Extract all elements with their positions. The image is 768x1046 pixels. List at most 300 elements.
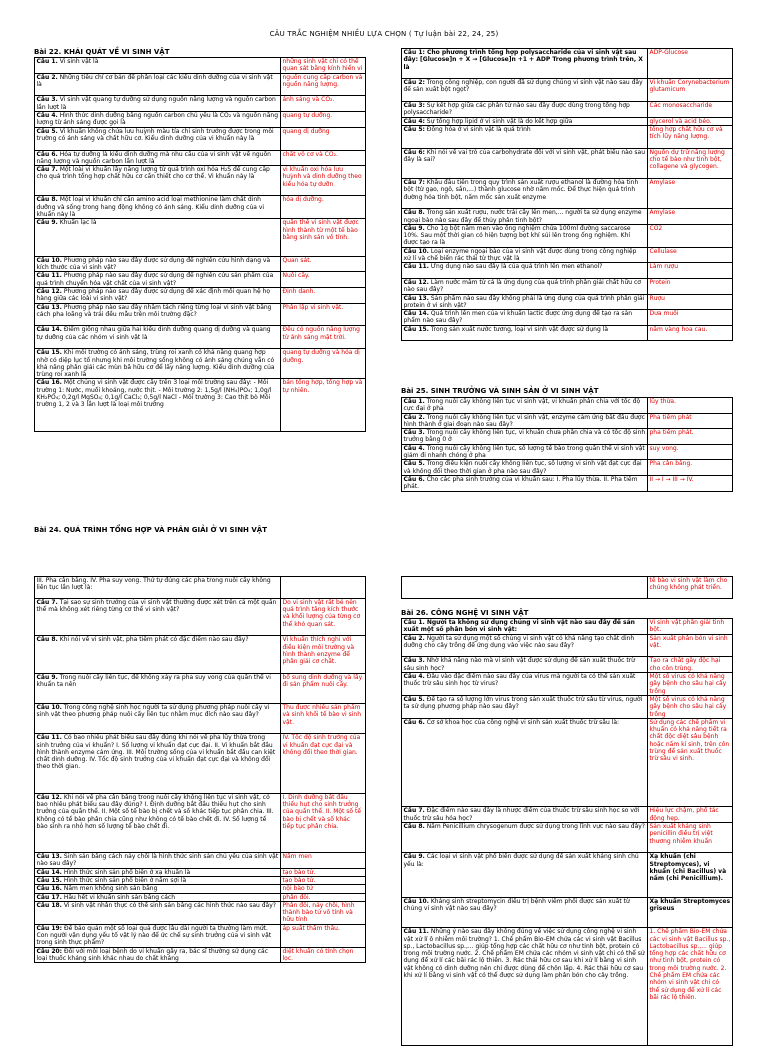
question-number: Câu 11.: [36, 734, 62, 742]
question-number: Câu 6.: [36, 150, 58, 158]
answer-cell: Vi khuẩn thích nghi với điều kiện môi trường và hình thành enzyme để phân giải cơ chất.: [281, 636, 366, 674]
question-cell: [35, 303, 281, 326]
answer-cell: Do vi sinh vật rất bé nên quá trình tăng kích thước và khối lượng của từng cơ thể khó quan sát.: [281, 598, 366, 636]
table-row: [35, 58, 366, 74]
question-text: Phương pháp nào sau đây được sử dụng để nghiên cứu hình dạng và kích thước của vi sinh vật?: [36, 256, 271, 272]
question-text: Sự kết hợp giữa các phân tử nào sau đây được dùng trong tổng hợp polysaccharide?: [403, 102, 630, 117]
answer-cell: quang tự dưỡng.: [281, 112, 366, 128]
question-text: Khi nói về pha cân bằng trong nuôi cấy không liên tục vi sinh vật, có bao nhiêu phát biểu sau đây đúng? I. Định dưỡng bắt đầu thiếu hụt cho sinh trưởng của quần thể. II. Một số tế bào bị chết và số khác tiếp tục phân chia. III. Không có tế bào phân chia cũng như không có tế bào chết đi. IV. Số lượng tế bào sinh ra nhỏ hơn số lượng tế bào chết đi.: [36, 793, 274, 830]
table-row: [35, 150, 366, 166]
question-text: Quá trình lên men của vi khuẩn lactic được ứng dụng để tạo ra sản phẩm nào sau đây?: [403, 310, 633, 325]
table-bai-22: [34, 57, 366, 432]
answer-cell: IV. Tốc độ sinh trưởng của vi khuẩn đạt cực đại và không đổi theo thời gian.: [281, 734, 366, 793]
question-number: Câu 5.: [403, 460, 425, 468]
question-cell: [402, 79, 648, 102]
question-number: Câu 20:: [36, 947, 63, 955]
question-cell: [35, 885, 281, 893]
question-cell: [35, 127, 281, 150]
answer-cell: Nguồn dự trữ năng lượng cho tế bào như tinh bột, collagene và glycogen.: [648, 148, 733, 178]
table-row: [402, 398, 733, 414]
table-row: [35, 379, 366, 431]
answer-cell: Dưa muối: [648, 310, 733, 326]
answer-cell: Các monosaccharide: [648, 102, 733, 118]
question-text: Phương pháp nào sau đây nhằm tách riêng từng loại vi sinh vật bằng cách pha loãng và trải đều mẫu trên môi trường đặc?: [36, 303, 272, 318]
answer-cell: Quan sát.: [281, 256, 366, 272]
table-row: [35, 326, 366, 349]
question-text: Trong sản xuất nước tương, loại vi sinh vật được sử dụng là: [428, 325, 609, 333]
question-text: Sản phẩm nào sau đây không phải là ứng dụng của quá trình phân giải protein ở vi sinh vật?: [403, 294, 645, 309]
table-row: [35, 947, 366, 963]
table-row: [402, 619, 733, 635]
table-row: [402, 310, 733, 326]
question-number: Câu 14.: [403, 310, 429, 318]
question-text: Trong điều kiện nuôi cấy không liên tục, số lượng vi sinh vật đạt cực đại và không đổi theo thời gian ở pha nào sau đây?: [403, 460, 642, 475]
answer-cell: vi khuẩn oxi hóa lưu huỳnh và dinh dưỡng theo kiểu hóa tự dưỡn: [281, 166, 366, 196]
question-text: Khuẩn lạc là: [57, 219, 97, 227]
question-number: Câu 1.: [36, 58, 58, 65]
answer-cell: Amylase: [648, 209, 733, 225]
answer-cell: tổng hợp chất hữu cơ và tích lũy năng lượng.: [648, 125, 733, 148]
question-cell: [402, 247, 648, 263]
question-cell: [35, 256, 281, 272]
table-row: [35, 793, 366, 852]
question-number: Câu 12.: [36, 287, 62, 295]
question-number: Câu 3:: [403, 102, 425, 110]
table-row: [35, 885, 366, 893]
question-cell: [35, 326, 281, 349]
question-text: Trong công nghệ sinh học người ta sử dụng phương pháp nuôi cấy vi sinh vật theo phương pháp nuôi cấy liên tục nhằm mục đích nào sau đây?: [36, 704, 270, 719]
table-row: [35, 636, 366, 674]
question-text: Điểm giống nhau giữa hai kiểu dinh dưỡng quang dị dưỡng và quang tự dưỡng của các nhóm vi sinh vật là: [36, 326, 271, 341]
question-number: Câu 9.: [36, 673, 58, 681]
question-cell: [35, 876, 281, 884]
question-text: Vi sinh vật quang tự dưỡng sử dụng nguồn năng lượng và nguồn carbon lần lượt là: [36, 96, 276, 111]
question-cell: [35, 598, 281, 636]
question-text: Tại sao sự sinh trưởng của vi sinh vật thường được xét trên cả một quần thể mà không xét riêng từng cơ thể vi sinh vật?: [36, 598, 277, 614]
question-number: Câu 3.: [403, 429, 425, 437]
answer-cell: tạo bào tử.: [281, 868, 366, 876]
question-cell: [402, 102, 648, 118]
question-cell: [402, 718, 648, 807]
question-cell: [402, 898, 648, 928]
table-row: [35, 704, 366, 734]
question-text: Để bảo quản một số loại quả được lâu dài người ta thường làm mứt. Con người vận dụng yếu tố vật lý nào để ức chế sự sinh trưởng của vi sinh vật trong sinh thực phẩm?: [36, 924, 272, 947]
answer-cell: Xạ khuẩn (chi Streptomyces), vi khuẩn (chi Bacillus) và nấm (chi Penicillium).: [648, 853, 733, 898]
answer-cell: hóa dị dưỡng.: [281, 196, 366, 219]
question-cell: [35, 58, 281, 74]
question-cell: [402, 179, 648, 209]
question-number: Câu 10.: [403, 247, 429, 255]
question-cell: [35, 901, 281, 924]
question-number: Câu 1:: [403, 49, 425, 56]
question-cell: [402, 619, 648, 635]
answer-cell: ADP-Glucose: [648, 49, 733, 79]
section-title-22: Bài 22. KHÁI QUÁT VỀ VI SINH VẬT: [34, 48, 170, 56]
question-number: Câu 10.: [36, 256, 62, 264]
question-cell: [35, 947, 281, 963]
question-cell: [35, 379, 281, 431]
answer-cell: Một số virus có khả năng gây bệnh cho sâu hại cây trồng: [648, 673, 733, 696]
question-number: Câu 7.: [403, 807, 425, 815]
question-cell: [35, 734, 281, 793]
question-text: Hầu hết vi khuẩn sinh sản bằng cách: [61, 893, 176, 901]
question-cell: [402, 117, 648, 125]
table-bai-24: [401, 48, 733, 341]
answer-cell: Phân lập vi sinh vật.: [281, 303, 366, 326]
table-row: [402, 475, 733, 491]
answer-cell: tạo bào tử.: [281, 876, 366, 884]
question-text: Một chủng vi sinh vật được cấy trên 3 loại môi trường sau đây: - Môi trường 1: Nước, muối khoáng, nước thịt. - Môi trường 2: 1,5g/l (NH₄)PO₄; 1,0g/l KH₂PO₄; 0,2g/l MgSO₄; 0,1g/l CaCl₂; 0,5g/l NaCl - Môi trường 3: Cao thịt bò Môi trường 1, 2 và 3 lần lượt là loại môi trường: [36, 379, 272, 409]
document-title: CÂU TRẮC NGHIỆM NHIỀU LỰA CHỌN ( Tự luận bài 22, 24, 25): [269, 30, 499, 38]
question-text: Đặc điểm nào sau đây là nhược điểm của thuốc trừ sâu sinh học so với thuốc trừ sâu hóa học?: [403, 807, 640, 822]
question-number: Câu 9.: [403, 224, 425, 232]
question-cell: [402, 49, 648, 79]
question-text: Khâu đầu tiên trong quy trình sản xuất rượu ethanol là đường hóa tinh bột (từ gạo, ngô, sắn,...) thành glucose nhờ nấm mốc. Để thực hiện quá trình đường hóa tinh bột, nấm mốc sản xuất enzyme: [403, 179, 639, 201]
question-text: Khi nói về vai trò của carbohydrate đối với vi sinh vật, phát biểu nào sau đây là sai?: [403, 148, 646, 164]
question-cell: [35, 272, 281, 288]
question-cell: [402, 657, 648, 673]
answer-cell: Nấm men: [281, 853, 366, 869]
question-text: Cho phương trình tổng hợp polysaccharide của vi sinh vật sau đây: [Glucose]n + X → [Glucose]n +1 + ADP Trong phương trình trên, X là: [403, 49, 643, 71]
table-row: [402, 49, 733, 79]
question-number: Câu 1.: [403, 619, 425, 626]
table-bai-25: [401, 397, 733, 492]
question-cell: [402, 634, 648, 657]
table-row: [402, 278, 733, 294]
question-cell: [35, 96, 281, 112]
question-number: Câu 2:: [403, 79, 425, 87]
question-text: Trong nuôi cấy không liên tục, vi khuẩn chưa phân chia và có tốc độ sinh trưởng bằng 0 ở: [403, 429, 646, 444]
table-row: [402, 413, 733, 429]
table-row: [35, 853, 366, 869]
table-row: [35, 868, 366, 876]
answer-cell: bán tổng hợp, tổng hợp và tự nhiên.: [281, 379, 366, 431]
table-row: [402, 325, 733, 341]
question-number: Câu 7.: [36, 598, 58, 606]
table-row: [402, 179, 733, 209]
answer-cell: Thu được nhiều sản phẩm và sinh khối tế bào vi sinh vật.: [281, 704, 366, 734]
question-number: Câu 6.: [403, 718, 425, 726]
answer-cell: diệt khuẩn có tính chọn lọc.: [281, 947, 366, 963]
table-row: [35, 734, 366, 793]
table-row: [35, 598, 366, 636]
answer-cell: tế bào vi sinh vật làm cho chúng không phát triển.: [648, 577, 733, 599]
table-bai-26-head: [401, 576, 733, 599]
answer-cell: những sinh vật chỉ có thể quan sát bằng kính hiển vi: [281, 58, 366, 74]
question-number: Câu 11.: [403, 263, 429, 271]
answer-cell: nguồn cung cấp carbon và nguồn năng lượng.: [281, 73, 366, 96]
table-row: [402, 117, 733, 125]
question-text: Đối với mỗi loại bệnh do vi khuẩn gây ra, bác sĩ thường sử dụng các loại thuốc kháng sinh khác nhau do chất kháng: [36, 947, 269, 962]
question-text: Để tạo ra số lượng lớn virus trong sản xuất thuốc trừ sâu từ virus, người ta sử dụng phương pháp nào sau đây?: [403, 695, 643, 711]
question-text: Người ta sử dụng một số chủng vi sinh vật có khả năng tạo chất dinh dưỡng cho cây trồng để ứng dụng vào việc nào sau đây?: [403, 634, 635, 649]
question-cell: [35, 893, 281, 901]
answer-cell: quang dị dưỡng: [281, 127, 366, 150]
table-bai-25-continued: [34, 576, 366, 963]
answer-cell: áp suất thẩm thấu.: [281, 924, 366, 947]
section-title-24: Bài 24. QUÁ TRÌNH TỔNG HỢP VÀ PHÂN GIẢI Ở VI SINH VẬT: [34, 526, 267, 534]
question-cell: [35, 868, 281, 876]
question-number: Câu 16.: [36, 379, 62, 387]
question-text: Trong nuôi cấy không liên tục, số lượng tế bào trong quần thể vi sinh vật giảm đi nhanh chóng ở pha: [403, 444, 645, 460]
question-number: Câu 15.: [36, 349, 62, 357]
table-row: [402, 460, 733, 476]
question-cell: [35, 112, 281, 128]
answer-cell: Phân đôi, nảy chồi, hình thành bào tử vô tính và hữu tính: [281, 901, 366, 924]
answer-cell: Làm rượu: [648, 263, 733, 279]
question-text: Hình thức sinh sản phổ biến ở xạ khuẩn là: [61, 868, 191, 876]
question-cell: [402, 148, 648, 178]
question-number: Câu 8.: [403, 209, 425, 217]
question-cell: [35, 793, 281, 852]
question-text: Vi sinh vật nhân thực có thể sinh sản bằng các hình thức nào sau đây?: [61, 901, 276, 909]
question-text: Các loại vi sinh vật phổ biến được sử dụng để sản xuất kháng sinh chủ yếu là:: [403, 853, 639, 868]
question-text: Vi khuẩn không chứa lưu huỳnh màu tía chỉ sinh trưởng được trong môi trường có ánh sáng và chất hữu cơ. Kiểu dinh dưỡng của vi khuẩn này là: [36, 127, 274, 142]
question-cell: [402, 263, 648, 279]
answer-cell: Cellulase: [648, 247, 733, 263]
answer-cell: ánh sáng và CO₂.: [281, 96, 366, 112]
question-text: Một loại vi khuẩn chỉ cần amino acid loại methionine làm chất dinh dưỡng và sống trong hang động không có ánh sáng. Kiểu dinh dưỡng của vi khuẩn này là: [36, 196, 265, 218]
question-cell: [402, 577, 648, 599]
table-row: [402, 898, 733, 928]
question-cell: [402, 807, 648, 823]
question-cell: [35, 704, 281, 734]
question-cell: [35, 287, 281, 303]
question-cell: [402, 460, 648, 476]
table-bai-26: [401, 618, 733, 1046]
table-row: [35, 901, 366, 924]
table-row: [35, 924, 366, 947]
table-row: [402, 444, 733, 460]
question-text: Sự tổng hợp lipid ở vi sinh vật là do kết hợp giữa: [424, 117, 573, 125]
table-row: [402, 102, 733, 118]
question-number: Câu 19:: [36, 924, 63, 932]
question-number: Câu 7:: [403, 179, 425, 187]
question-number: Câu 5.: [36, 127, 58, 135]
question-number: Câu 13.: [403, 294, 429, 302]
question-cell: [402, 853, 648, 898]
question-number: Câu 16.: [36, 885, 62, 893]
answer-cell: Pha tiềm phát: [648, 413, 733, 429]
question-text: Sinh sản bằng cách nảy chồi là hình thức sinh sản chủ yếu của sinh vật nào sau đây?: [36, 853, 279, 868]
question-number: Câu 5.: [403, 695, 425, 703]
question-text: Những ý nào sau đây không đúng về việc sử dụng công nghệ vi sinh vật xử lí ô nhiễm môi trường? 1. Chế phẩm Bio-EM chứa các vi sinh vật Bacillus sp., Lactobacillus sp.,... giúp tổng hợp các chất hữu cơ như tinh bột, protein có trong môi trường nước. 2. Chế phẩm EM chứa các nhóm vi sinh vật chỉ có thể sử dụng để xử lí các bãi rác lộ thiên. 3. Rác thải hữu cơ sau khi xử lí bằng vi sinh vật không có dinh dưỡng nên chỉ được dùng để chôn lấp. 4. Rác thải hữu cơ sau khi xử lí bằng vi sinh vật có thể được sử dụng làm phân bón cho cây trồng.: [403, 928, 645, 979]
table-row: [402, 853, 733, 898]
question-cell: [402, 695, 648, 718]
table-row: [35, 349, 366, 379]
question-text: Một loài vi khuẩn lấy năng lượng từ quá trình oxi hóa H₂S để cung cấp cho quá trình tổng hợp chất hữu cơ cần thiết cho cơ thể. Vi khuẩn này là: [36, 166, 270, 181]
question-cell: III. Pha cân bằng. IV. Pha suy vong. Thứ tự đúng các pha trong nuôi cấy không liên tục lần lượt là:: [35, 577, 281, 599]
answer-cell: lũy thừa.: [648, 398, 733, 414]
question-text: Loại enzyme ngoại bào của vi sinh vật được dùng trong công nghiệp xử lí và chế biến rác thải từ thực vật là: [403, 247, 637, 263]
question-cell: [35, 349, 281, 379]
question-cell: [402, 413, 648, 429]
question-cell: [35, 150, 281, 166]
question-cell: [35, 636, 281, 674]
table-row: [35, 673, 366, 703]
section-title-25: Bài 25. SINH TRƯỞNG VÀ SINH SẢN Ở VI SINH VẬT: [401, 387, 599, 395]
table-row: [35, 876, 366, 884]
table-row: [35, 96, 366, 112]
question-text: Phương pháp nào sau đây được sử dụng để nghiên cứu sản phẩm của quá trình chuyển hóa vật chất của vi sinh vật?: [36, 272, 274, 287]
question-cell: [402, 823, 648, 853]
table-row: [402, 79, 733, 102]
question-text: Phương pháp nào sau đây được sử dụng để xác định mối quan hệ họ hàng giữa các loài vi sinh vật?: [36, 287, 271, 303]
question-text: Những tiêu chí cơ bản để phân loại các kiểu dinh dưỡng của vi sinh vật là: [36, 73, 273, 88]
question-cell: [35, 924, 281, 947]
answer-cell: CO2: [648, 224, 733, 247]
table-row: [35, 287, 366, 303]
question-cell: [402, 310, 648, 326]
question-number: Câu 10.: [403, 898, 429, 906]
question-number: Câu 5:: [403, 125, 425, 133]
table-row: [402, 823, 733, 853]
table-row: [402, 209, 733, 225]
question-cell: [402, 278, 648, 294]
question-number: Câu 9.: [36, 219, 58, 227]
question-text: Đồng hóa ở vi sinh vật là quá trình: [424, 125, 531, 133]
answer-cell: Sản xuất kháng sinh penicillin điều trị việt thương nhiễm khuẩn: [648, 823, 733, 853]
answer-cell: Pha cân bằng.: [648, 460, 733, 476]
question-number: Câu 8.: [403, 823, 425, 831]
table-row: [35, 893, 366, 901]
question-number: Câu 9.: [403, 853, 425, 861]
question-number: Câu 7.: [36, 166, 58, 174]
question-number: Câu 3.: [403, 657, 425, 665]
answer-cell: quần thể vi sinh vật được hình thành từ một tế bào bằng sinh sản vô tính.: [281, 219, 366, 257]
question-text: Trong nuôi cấy liên tục, để không xảy ra pha suy vong của quần thể vi khuẩn ta nên: [36, 673, 271, 689]
answer-cell: [281, 577, 366, 599]
question-text: Hình thức dinh dưỡng bằng nguồn carbon chủ yếu là CO₂ và nguồn năng lượng từ ánh sáng được gọi là: [36, 112, 279, 127]
table-row: [35, 272, 366, 288]
question-cell: [35, 73, 281, 96]
question-number: Câu 4.: [403, 444, 425, 452]
question-text: Hóa tự dưỡng là kiểu dinh dưỡng mà nhu cầu của vi sinh vật về nguồn năng lượng và nguồn carbon lần lượt là: [36, 150, 271, 165]
question-cell: [402, 475, 648, 491]
answer-cell: Sản xuất phân bón vi sinh vật.: [648, 634, 733, 657]
question-text: Cho các pha sinh trưởng của vi khuẩn sau: I. Pha lũy thừa. II. Pha tiềm phát.: [403, 475, 638, 491]
question-cell: [35, 166, 281, 196]
table-row: [35, 166, 366, 196]
table-row: [402, 294, 733, 310]
table-row: [402, 807, 733, 823]
answer-cell: II → I → III → IV.: [648, 475, 733, 491]
question-text: Có bao nhiêu phát biểu sau đây đúng khi nói về pha lũy thừa trong sinh trưởng của vi khuẩn? I. Số lượng vi khuẩn đạt cực đại. II. Vi khuẩn bắt đầu hình thành enzyme cảm ứng. III. Môi trường sống của vi khuẩn bắt đầu can kiệt chất dinh dưỡng. IV. Tốc độ sinh trưởng của vi khuẩn đạt cực đại và không đổi theo thời gian.: [36, 734, 276, 771]
question-text: Nấm men không sinh sản bằng: [61, 885, 158, 893]
table-row: [35, 303, 366, 326]
question-text: Khi nói về vi sinh vật, pha tiềm phát có đặc điểm nào sau đây?: [57, 636, 249, 644]
question-number: Câu 3.: [36, 96, 58, 104]
question-text: Làm nước mắm từ cá là ứng dụng của quá trình phân giải chất hữu cơ nào sau đây?: [403, 278, 641, 294]
question-number: Câu 1.: [403, 398, 425, 405]
question-cell: [35, 673, 281, 703]
question-cell: [402, 928, 648, 1046]
table-row: [402, 247, 733, 263]
table-row: [402, 429, 733, 445]
question-text: Trong nuôi cấy không liên tục vi sinh vật, enzyme cảm ứng bắt đầu được hình thành ở giai đoạn nào sau đây?: [403, 413, 645, 428]
question-number: Câu 14.: [36, 868, 62, 876]
question-text: Nấm Penicillium chrysogenum được sử dụng trong lĩnh vực nào sau đây?: [424, 823, 645, 831]
question-number: Câu 2.: [36, 73, 58, 81]
answer-cell: phân đôi.: [281, 893, 366, 901]
table-row: [402, 634, 733, 657]
answer-cell: chất vô cơ và CO₂.: [281, 150, 366, 166]
question-cell: [402, 398, 648, 414]
answer-cell: nội bào tử: [281, 885, 366, 893]
question-number: Câu 12.: [36, 793, 62, 801]
question-number: Câu 6.: [403, 475, 425, 483]
answer-cell: Đều có nguồn năng lượng từ ánh sáng mặt trời.: [281, 326, 366, 349]
question-number: Câu 4.: [403, 673, 425, 681]
question-number: Câu 2.: [403, 413, 425, 421]
question-text: Đâu vào đặc điểm nào sau đây của virus mà người ta có thể sản xuất thuốc trừ sâu sinh học từ virus?: [403, 673, 636, 688]
question-text: Vi sinh vật là: [57, 58, 99, 65]
table-row: [35, 577, 366, 599]
question-text: Ứng dụng nào sau đây là của quá trình lên men ethanol?: [428, 263, 603, 271]
table-row: [35, 219, 366, 257]
question-cell: [402, 209, 648, 225]
answer-cell: Rượu: [648, 294, 733, 310]
question-text: Hình thức sinh sản phổ biến ở nấm sợi là: [61, 876, 187, 884]
question-number: Câu 6:: [403, 148, 425, 156]
table-row: [35, 127, 366, 150]
question-text: Cơ sở khoa học của công nghệ vi sinh sản xuất thuốc trừ sâu là:: [424, 718, 620, 726]
question-cell: [402, 125, 648, 148]
question-text: Trong sản xuất rượu, nước trái cây lên men,... người ta sử dụng enzyme ngoại bào nào sau đây để thủy phân tinh bột?: [403, 209, 642, 224]
table-row: [402, 673, 733, 696]
table-row: [35, 73, 366, 96]
question-text: Trong công nghiệp, con người đã sử dụng chủng vi sinh vật nào sau đây để sản xuất bột ngọt?: [403, 79, 643, 94]
answer-cell: I. Dinh dưỡng bắt đầu thiếu hụt cho sinh trưởng của quần thể. II. Một số tế bào bị chết và số khác tiếp tục phân chia.: [281, 793, 366, 852]
answer-cell: 1. Chế phẩm Bio-EM chứa các vi sinh vật Bacillus sp., Lactobacillus sp.,... giúp tổng hợp các chất hữu cơ như tinh bột, protein có trong môi trường nước. 2. Chế phẩm EM chứa các nhóm vi sinh vật chỉ có thể sử dụng để xử lí các bãi rác lộ thiên.: [648, 928, 733, 1046]
question-cell: [402, 444, 648, 460]
question-number: Câu 14.: [36, 326, 62, 334]
question-cell: [402, 224, 648, 247]
table-row: [402, 224, 733, 247]
question-number: Câu 18.: [36, 901, 62, 909]
question-number: Câu 4:: [403, 117, 425, 125]
question-number: Câu 8.: [36, 636, 58, 644]
question-text: Cho 1g bột nấm men vào ống nghiệm chứa 100ml đường saccarose 10%. Sau một thời gian có hiện tượng bọt khí sủi lên trong ống nghiệm. Khí được tạo ra là: [403, 224, 631, 247]
question-number: Câu 17.: [36, 893, 62, 901]
answer-cell: bổ sung dinh dưỡng và lấy đi sản phẩm nuôi cấy.: [281, 673, 366, 703]
answer-cell: Định danh.: [281, 287, 366, 303]
question-number: Câu 10.: [36, 704, 62, 712]
table-row: [402, 657, 733, 673]
question-text: Trong nuôi cấy không liên tục vi sinh vật, vi khuẩn phân chia với tốc độ cực đại ở pha: [403, 398, 641, 413]
question-cell: [402, 294, 648, 310]
question-cell: [35, 219, 281, 257]
question-cell: [402, 429, 648, 445]
question-number: Câu 2.: [403, 634, 425, 642]
question-text: Người ta không sử dụng chủng vi sinh vật nào sau đây để sản xuất một số phân bón vi sinh vật:: [403, 619, 635, 634]
answer-cell: Xạ khuẩn Streptomyces griseus: [648, 898, 733, 928]
table-row: [35, 112, 366, 128]
question-number: Câu 13.: [36, 303, 62, 311]
question-cell: [35, 853, 281, 869]
answer-cell: nấm vàng hoa cau.: [648, 325, 733, 341]
question-cell: [35, 196, 281, 219]
table-row: [402, 577, 733, 599]
answer-cell: quang tự dưỡng và hóa dị dưỡng.: [281, 349, 366, 379]
question-number: Câu 13.: [36, 853, 62, 861]
table-row: [35, 196, 366, 219]
question-number: Câu 15.: [403, 325, 429, 333]
answer-cell: Một số virus có khả năng gây bệnh cho sâu hại cây trồng: [648, 695, 733, 718]
question-text: Khi môi trường có ánh sáng, trùng roi xanh có khả năng quang hợp nhờ có diệp lục tố nhưng khi môi trường sống không có ánh sáng chúng vẫn có khả năng phân giải các mùn bã hữu cơ để lấy năng lượng. Kiểu dinh dưỡng của trùng roi xanh là: [36, 349, 275, 379]
question-text: Kháng sinh streptomycin điều trị bệnh viêm phổi được sản xuất từ chủng vi sinh vật nào sau đây?: [403, 898, 630, 913]
table-row: [402, 148, 733, 178]
